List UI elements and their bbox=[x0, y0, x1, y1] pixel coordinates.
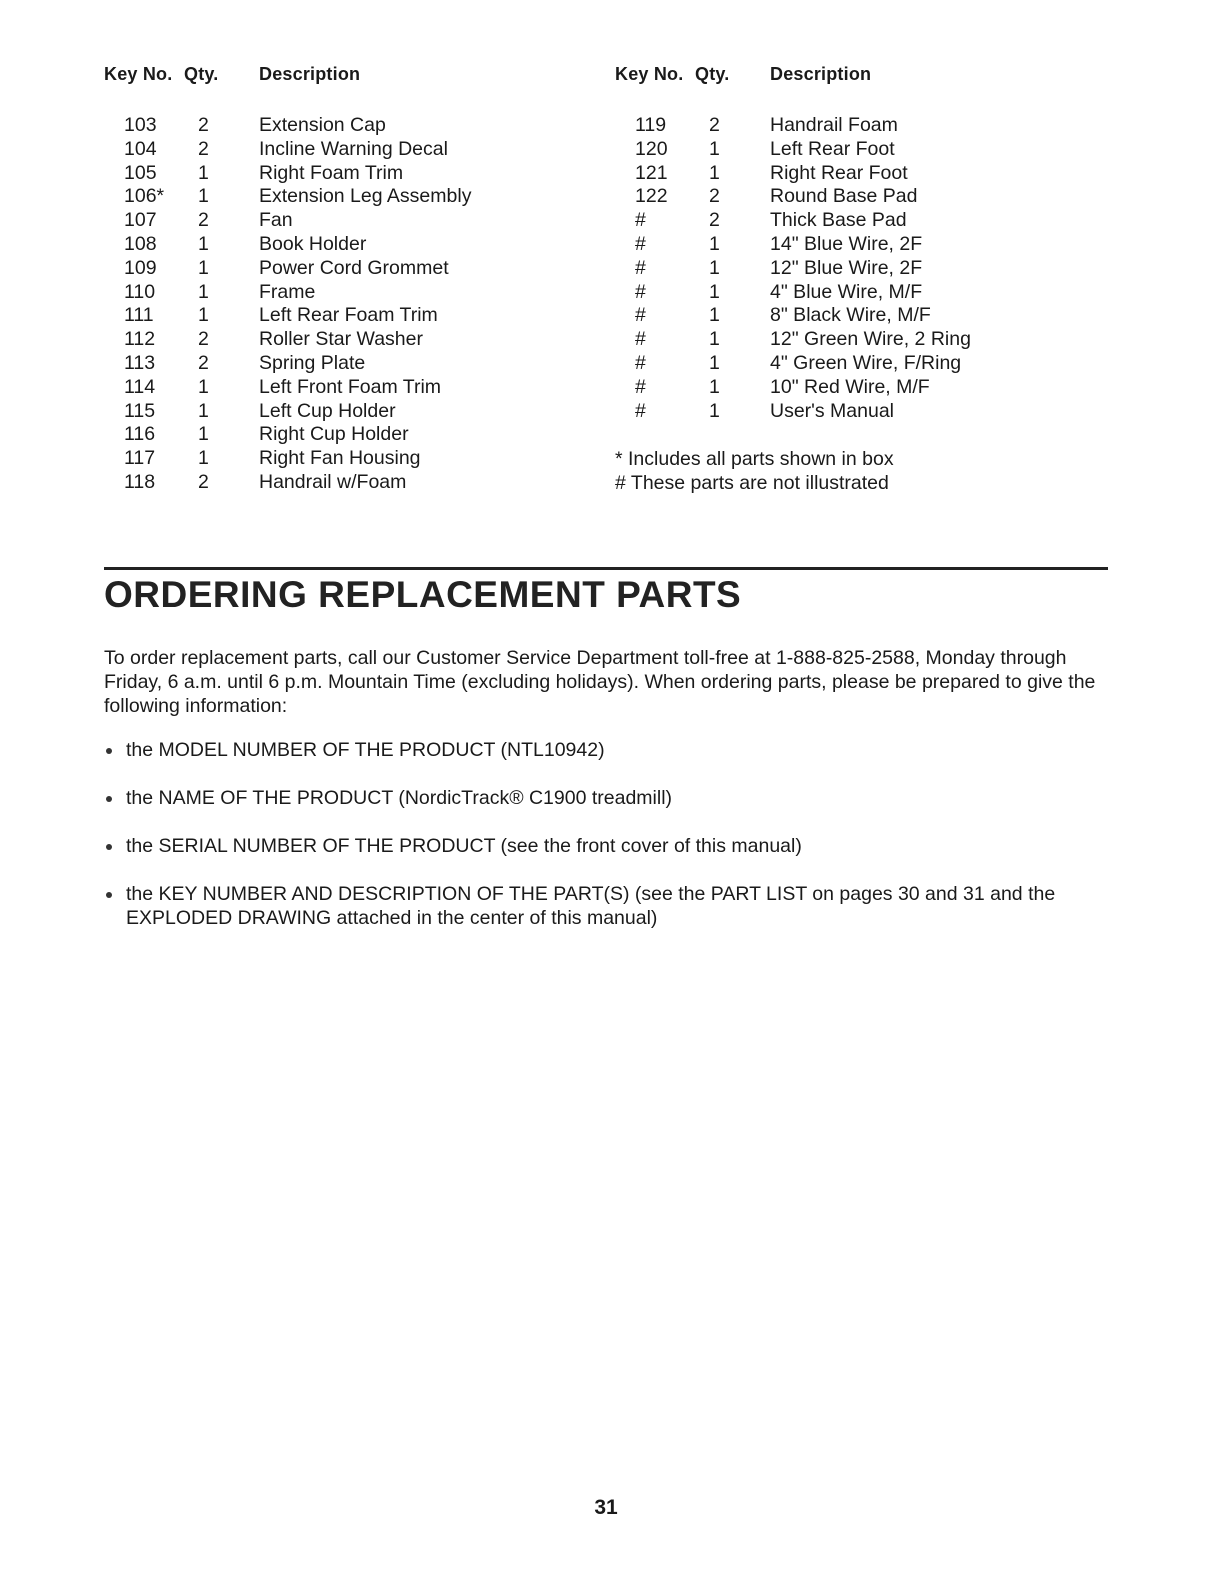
table-row bbox=[615, 138, 1095, 162]
part-qty: 1 bbox=[198, 375, 209, 398]
part-key-no: # bbox=[635, 256, 646, 279]
note-not-illustrated: # These parts are not illustrated bbox=[615, 472, 889, 495]
part-qty: 2 bbox=[198, 328, 209, 351]
part-description: Power Cord Grommet bbox=[259, 256, 449, 279]
part-description: 12" Blue Wire, 2F bbox=[770, 256, 923, 279]
part-qty: 1 bbox=[709, 256, 720, 279]
part-description: Left Rear Foam Trim bbox=[259, 304, 438, 327]
part-description: Extension Cap bbox=[259, 114, 386, 136]
part-qty: 2 bbox=[198, 137, 209, 160]
table-row bbox=[615, 281, 1095, 305]
part-description: Frame bbox=[259, 280, 316, 303]
bullet-icon bbox=[106, 844, 112, 850]
part-qty: 2 bbox=[198, 114, 209, 136]
part-qty: 1 bbox=[198, 232, 209, 255]
part-key-no: # bbox=[635, 304, 646, 327]
part-description: 10" Red Wire, M/F bbox=[770, 375, 930, 398]
part-qty: 1 bbox=[709, 280, 720, 303]
part-qty: 1 bbox=[709, 399, 720, 422]
part-qty: 1 bbox=[709, 328, 720, 351]
part-key-no: 110 bbox=[124, 280, 156, 303]
page-number: 31 bbox=[594, 1496, 618, 1519]
part-qty: 1 bbox=[198, 161, 209, 184]
part-key-no: 115 bbox=[124, 399, 156, 422]
part-key-no: 104 bbox=[124, 137, 157, 160]
part-key-no: 107 bbox=[124, 209, 157, 232]
header-qty: Qty. bbox=[184, 64, 219, 84]
part-description: Right Rear Foot bbox=[770, 161, 908, 184]
part-key-no: # bbox=[635, 399, 646, 422]
part-description: Fan bbox=[259, 209, 293, 232]
part-key-no: 103 bbox=[124, 114, 157, 136]
section-title: ORDERING REPLACEMENT PARTS bbox=[104, 574, 742, 615]
part-key-no: 109 bbox=[124, 256, 157, 279]
parts-table-right bbox=[615, 64, 1095, 495]
note-includes-box: * Includes all parts shown in box bbox=[615, 448, 894, 471]
part-key-no: # bbox=[635, 209, 646, 232]
section-intro: To order replacement parts, call our Customer Service Department toll-free at 1-888-825-2588, Monday through Friday, 6 a.m. until 6 p.m. Mountain Time (excluding holidays). When ordering parts, please be prepared to give the following information: bbox=[104, 647, 1096, 717]
part-description: Roller Star Washer bbox=[259, 328, 423, 351]
table-row bbox=[104, 328, 564, 352]
part-key-no: 119 bbox=[635, 114, 667, 136]
part-key-no: # bbox=[635, 232, 646, 255]
list-item-text: the MODEL NUMBER OF THE PRODUCT (NTL10942) bbox=[126, 739, 605, 761]
part-description: 4" Blue Wire, M/F bbox=[770, 280, 923, 303]
table-row bbox=[615, 257, 1095, 281]
header-key-no: Key No. bbox=[104, 64, 173, 84]
part-qty: 1 bbox=[198, 256, 209, 279]
part-key-no: 114 bbox=[124, 375, 156, 398]
part-description: Book Holder bbox=[259, 232, 367, 255]
part-key-no: 116 bbox=[124, 423, 156, 446]
part-description: 4" Green Wire, F/Ring bbox=[770, 351, 962, 374]
table-row bbox=[104, 281, 564, 305]
table-row bbox=[615, 162, 1095, 186]
part-key-no: 122 bbox=[635, 185, 668, 208]
part-key-no: 108 bbox=[124, 232, 157, 255]
part-description: Left Rear Foot bbox=[770, 137, 895, 160]
table-row bbox=[615, 304, 1095, 328]
table-row bbox=[615, 114, 1095, 138]
list-item-text: the NAME OF THE PRODUCT (NordicTrack® C1900 treadmill) bbox=[126, 787, 673, 809]
part-qty: 1 bbox=[709, 351, 720, 374]
part-key-no: 106* bbox=[124, 185, 165, 208]
table-row bbox=[615, 328, 1095, 352]
part-description: Right Fan Housing bbox=[259, 447, 421, 470]
part-qty: 1 bbox=[709, 137, 720, 160]
list-item bbox=[104, 738, 1104, 762]
table-row bbox=[104, 400, 564, 424]
part-qty: 2 bbox=[709, 209, 720, 232]
table-header bbox=[104, 64, 564, 94]
list-item bbox=[104, 786, 1104, 810]
part-key-no: # bbox=[635, 375, 646, 398]
part-key-no: # bbox=[635, 328, 646, 351]
table-body bbox=[615, 114, 1095, 423]
part-qty: 1 bbox=[198, 423, 209, 446]
part-qty: 1 bbox=[709, 161, 720, 184]
part-qty: 1 bbox=[198, 399, 209, 422]
table-row bbox=[104, 233, 564, 257]
part-key-no: 120 bbox=[635, 137, 668, 160]
table-row bbox=[104, 423, 564, 447]
part-qty: 2 bbox=[198, 351, 209, 374]
part-key-no: 118 bbox=[124, 470, 156, 493]
part-key-no: 111 bbox=[124, 304, 154, 327]
part-description: Round Base Pad bbox=[770, 185, 918, 208]
part-description: Extension Leg Assembly bbox=[259, 185, 472, 208]
part-qty: 2 bbox=[198, 470, 209, 493]
table-row bbox=[104, 257, 564, 281]
part-qty: 2 bbox=[709, 114, 720, 136]
table-row bbox=[104, 138, 564, 162]
table-row bbox=[104, 376, 564, 400]
part-description: 14" Blue Wire, 2F bbox=[770, 232, 923, 255]
part-description: 8" Black Wire, M/F bbox=[770, 304, 931, 327]
part-description: Handrail w/Foam bbox=[259, 470, 407, 493]
part-description: Right Cup Holder bbox=[259, 423, 409, 446]
part-qty: 1 bbox=[198, 280, 209, 303]
list-item bbox=[104, 834, 1104, 858]
table-row bbox=[104, 352, 564, 376]
header-qty: Qty. bbox=[695, 64, 730, 84]
part-qty: 1 bbox=[198, 447, 209, 470]
part-qty: 1 bbox=[709, 232, 720, 255]
bullet-icon bbox=[106, 748, 112, 754]
part-description: Incline Warning Decal bbox=[259, 137, 448, 160]
part-key-no: # bbox=[635, 280, 646, 303]
part-qty: 1 bbox=[198, 185, 209, 208]
part-description: Left Front Foam Trim bbox=[259, 375, 442, 398]
part-description: Thick Base Pad bbox=[770, 209, 907, 232]
table-row bbox=[104, 471, 564, 495]
part-description: Left Cup Holder bbox=[259, 399, 396, 422]
part-key-no: 113 bbox=[124, 351, 156, 374]
part-key-no: 105 bbox=[124, 161, 157, 184]
part-qty: 1 bbox=[198, 304, 209, 327]
bullet-icon bbox=[106, 796, 112, 802]
table-row bbox=[104, 185, 564, 209]
table-header bbox=[615, 64, 1095, 94]
part-key-no: 117 bbox=[124, 447, 156, 470]
table-row bbox=[104, 114, 564, 138]
table-row bbox=[615, 376, 1095, 400]
header-key-no: Key No. bbox=[615, 64, 684, 84]
table-row bbox=[615, 209, 1095, 233]
part-qty: 2 bbox=[198, 209, 209, 232]
table-row bbox=[104, 447, 564, 471]
table-notes bbox=[615, 447, 1095, 495]
part-description: Spring Plate bbox=[259, 351, 366, 374]
part-description: Right Foam Trim bbox=[259, 161, 404, 184]
table-row bbox=[104, 209, 564, 233]
table-body bbox=[104, 114, 564, 495]
parts-table-left bbox=[104, 64, 564, 495]
part-key-no: 121 bbox=[635, 161, 668, 184]
part-key-no: 112 bbox=[124, 328, 156, 351]
part-description: 12" Green Wire, 2 Ring bbox=[770, 328, 971, 351]
part-key-no: # bbox=[635, 351, 646, 374]
table-row bbox=[615, 400, 1095, 424]
list-item-text: the KEY NUMBER AND DESCRIPTION OF THE PART(S) (see the PART LIST on pages 30 and 31 and the EXPLODED DRAWING attached in the center of this manual) bbox=[126, 883, 1056, 929]
header-description: Description bbox=[259, 64, 361, 84]
table-row bbox=[104, 304, 564, 328]
bullet-icon bbox=[106, 892, 112, 898]
table-row bbox=[104, 162, 564, 186]
table-row bbox=[615, 233, 1095, 257]
list-item bbox=[104, 882, 1104, 930]
part-description: Handrail Foam bbox=[770, 114, 898, 136]
section-divider bbox=[104, 567, 1108, 570]
part-qty: 1 bbox=[709, 304, 720, 327]
required-info-list bbox=[104, 738, 1104, 954]
table-row bbox=[615, 185, 1095, 209]
part-qty: 2 bbox=[709, 185, 720, 208]
part-description: User's Manual bbox=[770, 399, 895, 422]
header-description: Description bbox=[770, 64, 872, 84]
table-row bbox=[615, 352, 1095, 376]
list-item-text: the SERIAL NUMBER OF THE PRODUCT (see the front cover of this manual) bbox=[126, 835, 802, 857]
part-qty: 1 bbox=[709, 375, 720, 398]
